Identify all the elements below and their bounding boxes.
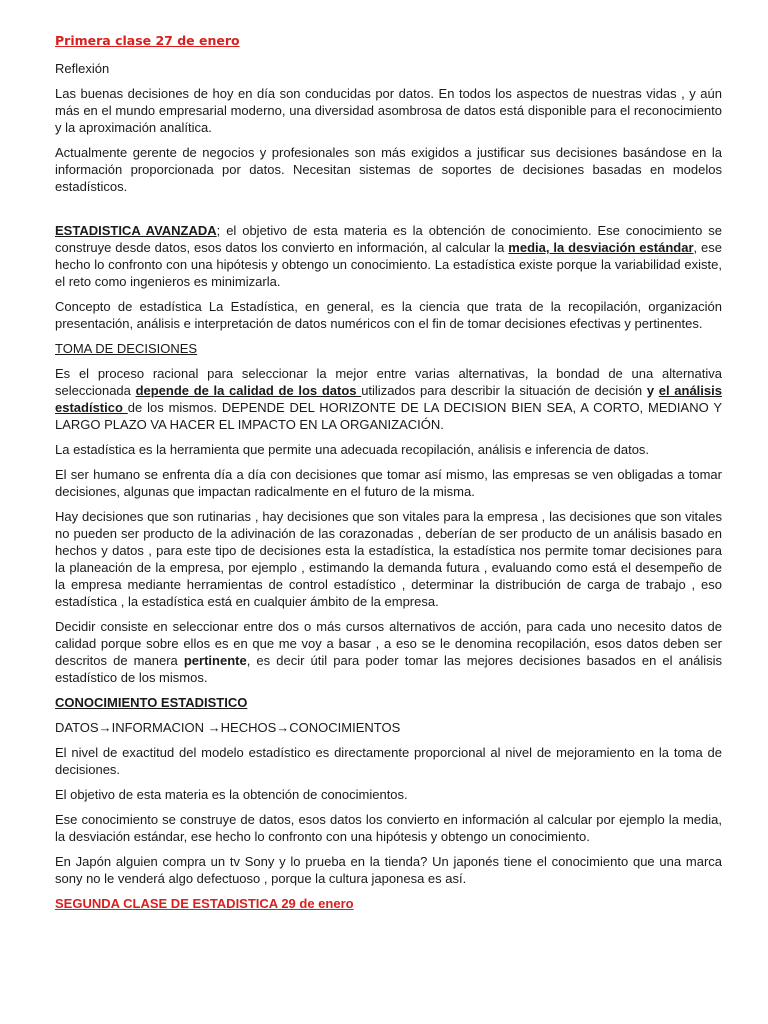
paragraph-rutinarias: Hay decisiones que son rutinarias , hay decisiones que son vitales para la empresa , las decisiones que son vitales no pueden ser producto de la adivinación de las corazonadas , deberían de ser producto de un análisis basado en hechos y datos , para este tipo de decisiones esta la estadística, la estadística nos permite tomar decisiones para la planeación de la empresa, por ejemplo , estimando la demanda futura , evaluando como está el desempeño de la empresa mediante herramientas de control estadístico , determinar la distribución de carga de trabajo , eso estadística , la estadística está en cualquier ámbito de la empresa. — [55, 509, 722, 609]
class-2-heading: SEGUNDA CLASE DE ESTADISTICA 29 de enero — [55, 896, 354, 911]
document-page — [55, 32, 722, 920]
text-segment: Es el proceso racional para seleccionar la mejor entre varias alternativas, la bondad de una alternativa seleccionada — [55, 366, 722, 398]
paragraph-ser-humano: El ser humano se enfrenta día a día con decisiones que tomar así mismo, las empresas se ven obligadas a tomar decisiones, algunas que impactan radicalmente en el futuro de la misma. — [55, 467, 722, 499]
text-segment: , es decir útil para poder tomar las mejores decisiones basados en el análisis estadístico de los mismos. — [55, 653, 722, 685]
paragraph-conocimiento-datos: Ese conocimiento se construye de datos, esos datos los convierto en información al calcular por ejemplo la media, la desviación estándar, ese hecho lo confronto con una hipótesis y obtengo un conocimiento. — [55, 812, 722, 844]
text-segment: de los mismos. DEPENDE DEL HORIZONTE DE LA DECISION BIEN SEA, A CORTO, MEDIANO Y LARGO PLAZO VA HACER EL IMPACTO EN LA ORGANIZACIÓN. — [55, 400, 722, 432]
paragraph-estadistica-avanzada — [55, 222, 722, 290]
bold-pertinente: pertinente — [183, 653, 247, 668]
bold-calidad-datos: depende de la calidad de los datos — [135, 383, 362, 398]
text-segment: Decidir consiste en seleccionar entre dos o más cursos alternativos de acción, para cada uno necesito datos de calidad porque sobre ellos es en que me voy a basar , a eso se le denomina recopilación, esos datos deben ser descritos de manera — [55, 619, 722, 668]
bold-media-desviacion: media, la desviación estándar — [508, 240, 694, 255]
term-estadistica-avanzada: ESTADISTICA AVANZADA — [55, 223, 217, 238]
paragraph-japon: En Japón alguien compra un tv Sony y lo prueba en la tienda? Un japonés tiene el conocimiento que una marca sony no le venderá algo defectuoso , porque la cultura japonesa es así. — [55, 854, 722, 886]
paragraph-concepto: Concepto de estadística La Estadística, en general, es la ciencia que trata de la recopilación, organización presentación, análisis e interpretación de datos numéricos con el fin de tomar decisiones efectivas y pertinentes. — [55, 299, 722, 331]
paragraph-toma-decisiones — [55, 365, 722, 433]
bold-y: y — [646, 383, 655, 398]
paragraph-managers: Actualmente gerente de negocios y profesionales son más exigidos a justificar sus decisiones basándose en la información proporcionada por datos. Necesitan sistemas de soportes de decisiones basadas en modelos estadísticos. — [55, 145, 722, 194]
blank-line — [55, 203, 722, 222]
toma-decisiones-heading: TOMA DE DECISIONES — [55, 341, 198, 356]
paragraph-data-driven: Las buenas decisiones de hoy en día son conducidas por datos. En todos los aspectos de nuestras vidas , y aún más en el mundo empresarial moderno, una diversidad asombrosa de datos está disponible para el reconocimiento y la aproximación analítica. — [55, 86, 722, 135]
bold-analisis-estadistico: el análisis estadístico — [55, 383, 722, 415]
text-segment: , ese hecho lo confronto con una hipótesis y obtengo un conocimiento. La estadística existe porque la variabilidad existe, el reto como ingenieros es minimizarla. — [55, 240, 723, 289]
text-segment: ; el objetivo de esta materia es la obtención de conocimiento. Ese conocimiento se construye desde datos, esos datos los convierto en información, al calcular la — [55, 223, 722, 255]
conocimiento-estadistico-heading: CONOCIMIENTO ESTADISTICO — [55, 695, 248, 710]
paragraph-nivel-exactitud: El nivel de exactitud del modelo estadístico es directamente proporcional al nivel de mejoramiento en la toma de decisiones. — [55, 745, 722, 777]
flow-datos-conocimientos: DATOS→INFORMACION →HECHOS→CONOCIMIENTOS — [55, 720, 401, 735]
reflexion-label: Reflexión — [55, 61, 110, 76]
paragraph-decidir — [55, 618, 722, 686]
class-1-heading: Primera clase 27 de enero — [55, 33, 240, 48]
paragraph-objetivo: El objetivo de esta materia es la obtención de conocimientos. — [55, 787, 408, 802]
text-segment: utilizados para describir la situación de decisión — [361, 383, 647, 398]
paragraph-herramienta: La estadística es la herramienta que permite una adecuada recopilación, análisis e inferencia de datos. — [55, 442, 650, 457]
